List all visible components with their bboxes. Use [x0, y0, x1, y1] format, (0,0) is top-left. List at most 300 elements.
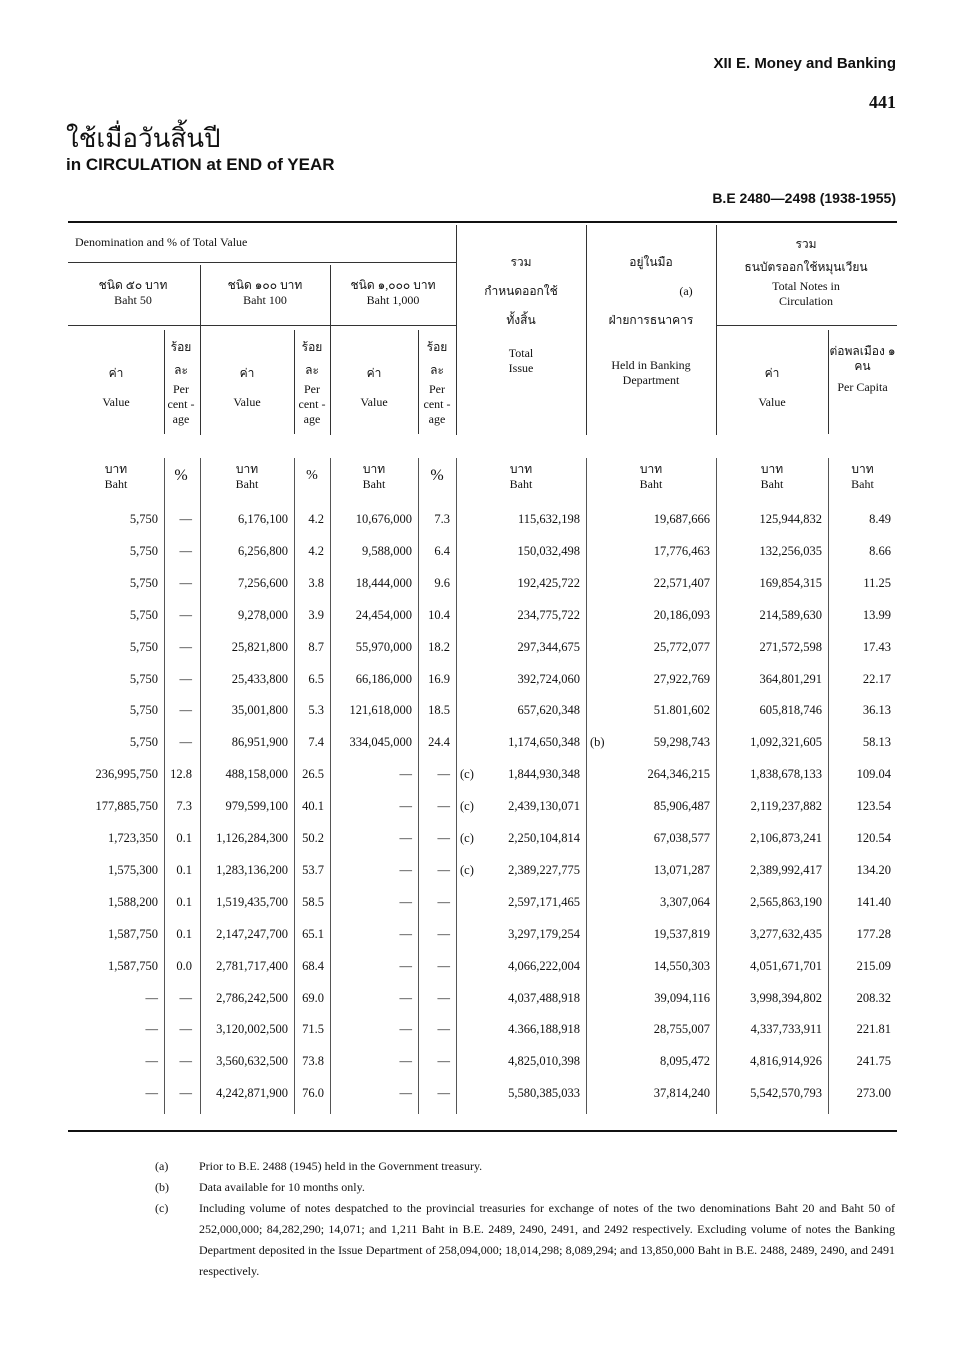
sub-value-1000 — [330, 366, 418, 410]
total-issue: 392,724,060 — [517, 671, 580, 686]
baht100-value: 2,786,242,500 — [216, 990, 288, 1005]
per-capita: 241.75 — [856, 1054, 891, 1069]
table-row — [68, 1018, 897, 1050]
baht50-value: — — [145, 1022, 158, 1037]
per-capita: 120.54 — [856, 831, 891, 845]
held-value: 3,307,064 — [660, 894, 710, 909]
unit-baht-th: บาท — [104, 462, 128, 476]
baht100-pct: 40.1 — [302, 799, 324, 814]
held-th-1: อยู่ในมือ — [629, 255, 673, 269]
held-value: 25,772,077 — [653, 639, 710, 654]
circulation-value: 2,565,863,190 — [750, 894, 822, 909]
col-rule — [828, 458, 829, 1114]
baht1000-pct: 10.4 — [428, 607, 450, 622]
footnote — [155, 1156, 895, 1177]
baht100-value: 1,519,435,700 — [216, 894, 288, 909]
baht50-value: 5,750 — [129, 607, 158, 622]
held-value: 39,094,116 — [654, 990, 710, 1005]
per-capita: 11.25 — [863, 575, 891, 590]
footnotes — [155, 1156, 895, 1282]
circ-th-2: ธนบัตรออกใช้หมุนเวียน — [744, 260, 868, 274]
unit-pct: % — [306, 468, 318, 483]
baht50-value: 5,750 — [129, 671, 158, 686]
table-row — [68, 923, 897, 955]
col-rule — [828, 330, 829, 434]
baht100-pct: 68.4 — [302, 958, 324, 973]
total-issue-note: (c) — [460, 799, 474, 814]
baht50-value: 1,723,350 — [108, 831, 158, 845]
col-rule — [330, 458, 331, 1114]
held-value: 67,038,577 — [653, 831, 710, 845]
total-issue: 1,174,650,348 — [508, 735, 580, 750]
baht1000-value: — — [399, 1086, 412, 1101]
held-en: Held in Banking Department — [611, 358, 691, 387]
baht50-pct: — — [179, 543, 192, 558]
baht100-pct: 73.8 — [302, 1054, 324, 1069]
per-capita: 13.99 — [862, 607, 891, 622]
circulation-value: 271,572,598 — [759, 639, 822, 654]
baht100-value: 3,560,632,500 — [216, 1054, 288, 1069]
held-value: 17,776,463 — [653, 543, 710, 558]
total-issue-th-2: กำหนดออกใช้ — [484, 284, 558, 298]
table-row — [68, 508, 897, 540]
baht50-value: 5,750 — [129, 639, 158, 654]
baht50-pct: — — [179, 671, 192, 686]
baht50-value: — — [145, 1054, 158, 1069]
per-capita: 109.04 — [856, 767, 891, 782]
baht50-pct: 7.3 — [176, 799, 192, 814]
circulation-value: 2,119,237,882 — [750, 799, 822, 814]
thai-title: ใช้เมื่อวันสิ้นปี — [66, 124, 221, 154]
unit-baht-en: Baht — [235, 477, 259, 491]
total-issue: 3,297,179,254 — [508, 926, 580, 941]
unit-baht-en: Baht — [509, 477, 533, 491]
baht100-header-en: Baht 100 — [243, 293, 287, 307]
held-value: 14,550,303 — [653, 958, 710, 973]
baht1000-pct: 18.2 — [428, 639, 450, 654]
baht1000-value: 24,454,000 — [355, 607, 412, 622]
col-rule — [586, 458, 587, 1114]
per-capita-th: ต่อพลเมือง ๑ คน — [829, 344, 896, 373]
col-rule — [294, 330, 295, 434]
held-header — [586, 255, 716, 388]
baht1000-value: — — [399, 1022, 412, 1037]
total-issue-note: (c) — [460, 831, 474, 845]
baht50-header — [68, 278, 198, 308]
sub-value-100 — [200, 366, 294, 410]
baht100-pct: 5.3 — [308, 703, 324, 718]
baht1000-pct: 24.4 — [428, 735, 450, 750]
col-rule — [200, 458, 201, 1114]
baht1000-pct: — — [437, 926, 450, 941]
per-capita: 123.54 — [856, 799, 891, 814]
baht100-header-th: ชนิด ๑๐๐ บาท — [227, 278, 303, 292]
baht50-pct: — — [179, 1054, 192, 1069]
baht1000-pct: 16.9 — [428, 671, 450, 686]
held-note: (a) — [679, 284, 693, 298]
baht1000-value: — — [399, 990, 412, 1005]
baht100-pct: 76.0 — [302, 1086, 324, 1101]
held-value: 85,906,487 — [653, 799, 710, 814]
circulation-value: 605,818,746 — [759, 703, 822, 718]
baht50-value: — — [145, 1086, 158, 1101]
held-value: 19,687,666 — [653, 512, 710, 526]
baht100-value: 25,821,800 — [231, 639, 288, 654]
pct-en: Per cent -age — [167, 382, 195, 426]
circulation-value: 5,542,570,793 — [750, 1086, 822, 1101]
col-rule — [164, 330, 165, 434]
baht1000-value: — — [399, 831, 412, 845]
unit-baht-en: Baht — [362, 477, 386, 491]
baht100-value: 1,283,136,200 — [216, 862, 288, 877]
unit-baht-th: บาท — [509, 462, 533, 476]
baht100-value: 4,242,871,900 — [216, 1086, 288, 1101]
baht50-pct: 12.8 — [170, 767, 192, 782]
baht50-value: — — [145, 990, 158, 1005]
baht50-value: 1,575,300 — [108, 862, 158, 877]
baht1000-pct: — — [437, 799, 450, 814]
sub-per-capita — [828, 344, 897, 395]
total-issue-en: Total Issue — [508, 346, 534, 375]
sub-pct-1000 — [418, 340, 456, 427]
baht50-value: 5,750 — [129, 575, 158, 590]
total-issue: 4,825,010,398 — [508, 1054, 580, 1069]
circulation-value: 2,106,873,241 — [750, 831, 822, 845]
section-heading: XII E. Money and Banking — [713, 55, 896, 72]
unit-pct: % — [174, 467, 188, 484]
col-rule — [294, 458, 295, 1114]
baht100-pct: 69.0 — [302, 990, 324, 1005]
baht50-pct: — — [179, 607, 192, 622]
col-rule — [456, 225, 457, 435]
baht100-pct: 58.5 — [302, 894, 324, 909]
baht50-pct: — — [179, 639, 192, 654]
baht100-pct: 4.2 — [308, 512, 324, 526]
circulation-value: 169,854,315 — [759, 575, 822, 590]
unit-baht-en: Baht — [851, 477, 874, 491]
value-en: Value — [102, 395, 130, 409]
baht50-pct: 0.1 — [176, 926, 192, 941]
baht100-pct: 7.4 — [308, 735, 324, 750]
baht50-pct: 0.0 — [176, 958, 192, 973]
baht50-pct: — — [179, 703, 192, 718]
baht1000-pct: — — [437, 990, 450, 1005]
per-capita: 58.13 — [862, 735, 891, 750]
held-value: 22,571,407 — [653, 575, 710, 590]
col-rule — [418, 458, 419, 1114]
baht1000-pct: 18.5 — [428, 703, 450, 718]
baht1000-value: — — [399, 862, 412, 877]
baht1000-value: 121,618,000 — [349, 703, 412, 718]
circulation-value: 3,277,632,435 — [750, 926, 822, 941]
table-row — [68, 827, 897, 859]
per-capita: 177.28 — [856, 926, 891, 941]
total-issue: 297,344,675 — [517, 639, 580, 654]
per-capita: 215.09 — [856, 958, 891, 973]
baht1000-header-th: ชนิด ๑,๐๐๐ บาท — [350, 278, 436, 292]
col-rule — [200, 265, 201, 435]
baht100-pct: 26.5 — [302, 767, 324, 782]
baht1000-pct: — — [437, 1054, 450, 1069]
unit-baht-en: Baht — [104, 477, 128, 491]
baht100-pct: 50.2 — [302, 831, 324, 845]
pct-th-2: ละ — [430, 363, 444, 377]
baht100-value: 6,176,100 — [238, 512, 288, 526]
baht1000-pct: 6.4 — [434, 543, 450, 558]
total-issue: 234,775,722 — [517, 607, 580, 622]
circulation-value: 4,337,733,911 — [750, 1022, 822, 1037]
baht1000-value: — — [399, 926, 412, 941]
held-value: 13,071,287 — [653, 862, 710, 877]
baht50-pct: — — [179, 990, 192, 1005]
baht1000-value: 334,045,000 — [349, 735, 412, 750]
col-rule — [418, 330, 419, 434]
baht50-value: 5,750 — [129, 703, 158, 718]
total-issue: 2,597,171,465 — [508, 894, 580, 909]
baht1000-pct: — — [437, 831, 450, 845]
table-row — [68, 891, 897, 923]
table-bottom-rule — [68, 1130, 897, 1132]
held-value: 264,346,215 — [647, 767, 710, 782]
table-row — [68, 636, 897, 668]
table-row — [68, 795, 897, 827]
baht50-header-th: ชนิด ๕๐ บาท — [98, 278, 168, 292]
per-capita: 22.17 — [862, 671, 891, 686]
sub-pct-50 — [164, 340, 198, 427]
baht1000-value: 18,444,000 — [355, 575, 412, 590]
held-value: 27,922,769 — [653, 671, 710, 686]
baht100-value: 488,158,000 — [225, 767, 288, 782]
baht1000-pct: — — [437, 862, 450, 877]
pct-th-1: ร้อย — [301, 340, 323, 354]
baht50-pct: — — [179, 575, 192, 590]
baht100-pct: 53.7 — [302, 862, 324, 877]
table-row — [68, 987, 897, 1019]
col-rule — [716, 458, 717, 1114]
value-th: ค่า — [239, 366, 255, 380]
baht100-value: 3,120,002,500 — [216, 1022, 288, 1037]
baht50-pct: — — [179, 512, 192, 526]
unit-baht-th: บาท — [235, 462, 259, 476]
total-issue-note: (c) — [460, 767, 474, 782]
page-number: 441 — [869, 92, 896, 112]
per-capita: 36.13 — [862, 703, 891, 718]
unit-row — [68, 462, 897, 492]
baht50-header-en: Baht 50 — [114, 293, 152, 307]
baht100-value: 86,951,900 — [231, 735, 288, 750]
held-value: 59,298,743 — [653, 735, 710, 750]
footnote — [155, 1177, 895, 1198]
per-capita: 8.66 — [869, 543, 891, 558]
baht100-pct: 3.9 — [308, 607, 324, 622]
baht100-value: 35,001,800 — [231, 703, 288, 718]
baht1000-value: — — [399, 767, 412, 782]
table-top-rule — [68, 221, 897, 223]
baht50-value: 177,885,750 — [95, 799, 158, 814]
circulation-value: 1,092,321,605 — [750, 735, 822, 750]
baht1000-pct: — — [437, 767, 450, 782]
circ-th-1: รวม — [795, 237, 817, 251]
total-issue: 4.366,188,918 — [508, 1022, 580, 1037]
total-issue: 657,620,348 — [517, 703, 580, 718]
baht50-value: 1,587,750 — [108, 958, 158, 973]
circulation-value: 2,389,992,417 — [750, 862, 822, 877]
baht1000-header — [330, 278, 456, 308]
baht50-pct: — — [179, 1022, 192, 1037]
per-capita: 208.32 — [856, 990, 891, 1005]
table-row — [68, 955, 897, 987]
footnote-text: Data available for 10 months only. — [199, 1180, 365, 1194]
table-row — [68, 572, 897, 604]
circulation-value: 4,051,671,701 — [750, 958, 822, 973]
total-issue-th-3: ทั้งสิ้น — [506, 313, 536, 327]
baht1000-pct: — — [437, 894, 450, 909]
total-issue-header — [456, 255, 586, 376]
baht1000-value: — — [399, 894, 412, 909]
header-divider — [68, 325, 456, 326]
circulation-value: 132,256,035 — [759, 543, 822, 558]
circulation-value: 214,589,630 — [759, 607, 822, 622]
baht50-pct: 0.1 — [176, 831, 192, 845]
table-row — [68, 1050, 897, 1082]
circulation-value: 1,838,678,133 — [750, 767, 822, 782]
baht100-value: 979,599,100 — [225, 799, 288, 814]
table-row — [68, 859, 897, 891]
pct-en: Per cent -age — [298, 382, 326, 426]
circulation-value: 4,816,914,926 — [750, 1054, 822, 1069]
baht1000-pct: — — [437, 1022, 450, 1037]
per-capita: 221.81 — [856, 1022, 891, 1037]
baht50-value: 5,750 — [129, 735, 158, 750]
baht100-value: 1,126,284,300 — [216, 831, 288, 845]
baht1000-value: — — [399, 1054, 412, 1069]
held-value: 51.801,602 — [653, 703, 710, 718]
baht100-pct: 3.8 — [308, 575, 324, 590]
footnote — [155, 1198, 895, 1282]
baht1000-value: 55,970,000 — [355, 639, 412, 654]
header-divider — [68, 262, 456, 263]
pct-th-1: ร้อย — [426, 340, 448, 354]
col-rule — [456, 458, 457, 1114]
total-issue: 1,844,930,348 — [508, 767, 580, 782]
baht100-value: 7,256,600 — [238, 575, 288, 590]
pct-th-1: ร้อย — [170, 340, 192, 354]
col-rule — [330, 265, 331, 435]
header-divider — [716, 325, 897, 326]
baht50-value: 236,995,750 — [95, 767, 158, 782]
baht1000-value: — — [399, 958, 412, 973]
total-issue: 192,425,722 — [517, 575, 580, 590]
baht100-value: 2,781,717,400 — [216, 958, 288, 973]
value-en: Value — [233, 395, 261, 409]
baht100-header — [200, 278, 330, 308]
value-en: Value — [360, 395, 388, 409]
baht1000-pct: — — [437, 958, 450, 973]
unit-baht-th: บาท — [851, 462, 874, 476]
baht1000-value: 10,676,000 — [355, 512, 412, 526]
total-issue: 4,037,488,918 — [508, 990, 580, 1005]
baht1000-value: — — [399, 799, 412, 814]
sub-pct-100 — [294, 340, 330, 427]
unit-baht-en: Baht — [639, 477, 663, 491]
baht50-pct: 0.1 — [176, 862, 192, 877]
total-issue: 115,632,198 — [517, 512, 580, 526]
baht100-pct: 8.7 — [308, 639, 324, 654]
total-issue-th-1: รวม — [510, 255, 532, 269]
denomination-group-header: Denomination and % of Total Value — [75, 235, 248, 249]
unit-baht-en: Baht — [760, 477, 784, 491]
footnote-key: (b) — [155, 1180, 169, 1194]
table-row — [68, 699, 897, 731]
unit-pct: % — [430, 467, 444, 484]
baht1000-pct: 9.6 — [434, 575, 450, 590]
baht100-pct: 4.2 — [308, 543, 324, 558]
value-th: ค่า — [366, 366, 382, 380]
baht50-value: 5,750 — [129, 512, 158, 526]
value-en: Value — [758, 395, 786, 409]
baht100-pct: 71.5 — [302, 1022, 324, 1037]
per-capita: 8.49 — [869, 512, 891, 526]
baht100-pct: 65.1 — [302, 926, 324, 941]
baht100-value: 9,278,000 — [238, 607, 288, 622]
unit-baht-th: บาท — [639, 462, 663, 476]
col-rule — [586, 225, 587, 435]
footnote-text: Prior to B.E. 2488 (1945) held in the Government treasury. — [199, 1159, 483, 1173]
pct-en: Per cent -age — [423, 382, 451, 426]
col-rule — [164, 458, 165, 1114]
total-issue: 4,066,222,004 — [508, 958, 580, 973]
unit-baht-th: บาท — [362, 462, 386, 476]
total-issue: 150,032,498 — [517, 543, 580, 558]
held-value: 37,814,240 — [653, 1086, 710, 1101]
baht50-pct: — — [179, 735, 192, 750]
per-capita: 134.20 — [856, 862, 891, 877]
baht1000-header-en: Baht 1,000 — [366, 293, 420, 307]
table-row — [68, 1082, 897, 1114]
pct-th-2: ละ — [305, 363, 319, 377]
total-issue: 5,580,385,033 — [508, 1086, 580, 1101]
circulation-value: 125,944,832 — [759, 512, 822, 526]
held-th-2: ฝ่ายการธนาคาร — [608, 313, 694, 327]
value-th: ค่า — [108, 366, 124, 380]
table-row — [68, 763, 897, 795]
total-issue-note: (c) — [460, 862, 474, 877]
baht50-value: 5,750 — [129, 543, 158, 558]
footnote-key: (a) — [155, 1159, 169, 1173]
per-capita: 273.00 — [856, 1086, 891, 1101]
held-value: 20,186,093 — [653, 607, 710, 622]
baht100-value: 25,433,800 — [231, 671, 288, 686]
circulation-header — [716, 237, 896, 309]
per-capita: 141.40 — [856, 894, 891, 909]
col-rule — [716, 225, 717, 435]
held-note: (b) — [590, 735, 605, 750]
held-value: 19,537,819 — [653, 926, 710, 941]
held-value: 28,755,007 — [653, 1022, 710, 1037]
pct-th-2: ละ — [174, 363, 188, 377]
total-issue: 2,439,130,071 — [508, 799, 580, 814]
sub-value-50 — [68, 366, 164, 410]
circulation-value: 364,801,291 — [759, 671, 822, 686]
value-th: ค่า — [764, 366, 780, 380]
table-row — [68, 668, 897, 700]
baht50-value: 1,587,750 — [108, 926, 158, 941]
footnote-text: Including volume of notes despatched to the provincial treasuries for exchange of notes of the two denominations Baht 20 and Baht 50 of 252,000,000; 84,282,290; 14,071; and 1,211 Baht in B.E. 2489, 2490, 2491, and 2492 respectively. Excluding volume of notes the Banking Department deposited in the Issue Department of 258,094,000; 18,014,298; 8,089,294; and 13,850,000 Baht in B.E. 2488, 2489, 2490, and 2491 respectively. — [199, 1201, 895, 1278]
baht50-pct: 0.1 — [176, 894, 192, 909]
footnote-key: (c) — [155, 1201, 169, 1215]
table-row — [68, 540, 897, 572]
table-row — [68, 731, 897, 763]
